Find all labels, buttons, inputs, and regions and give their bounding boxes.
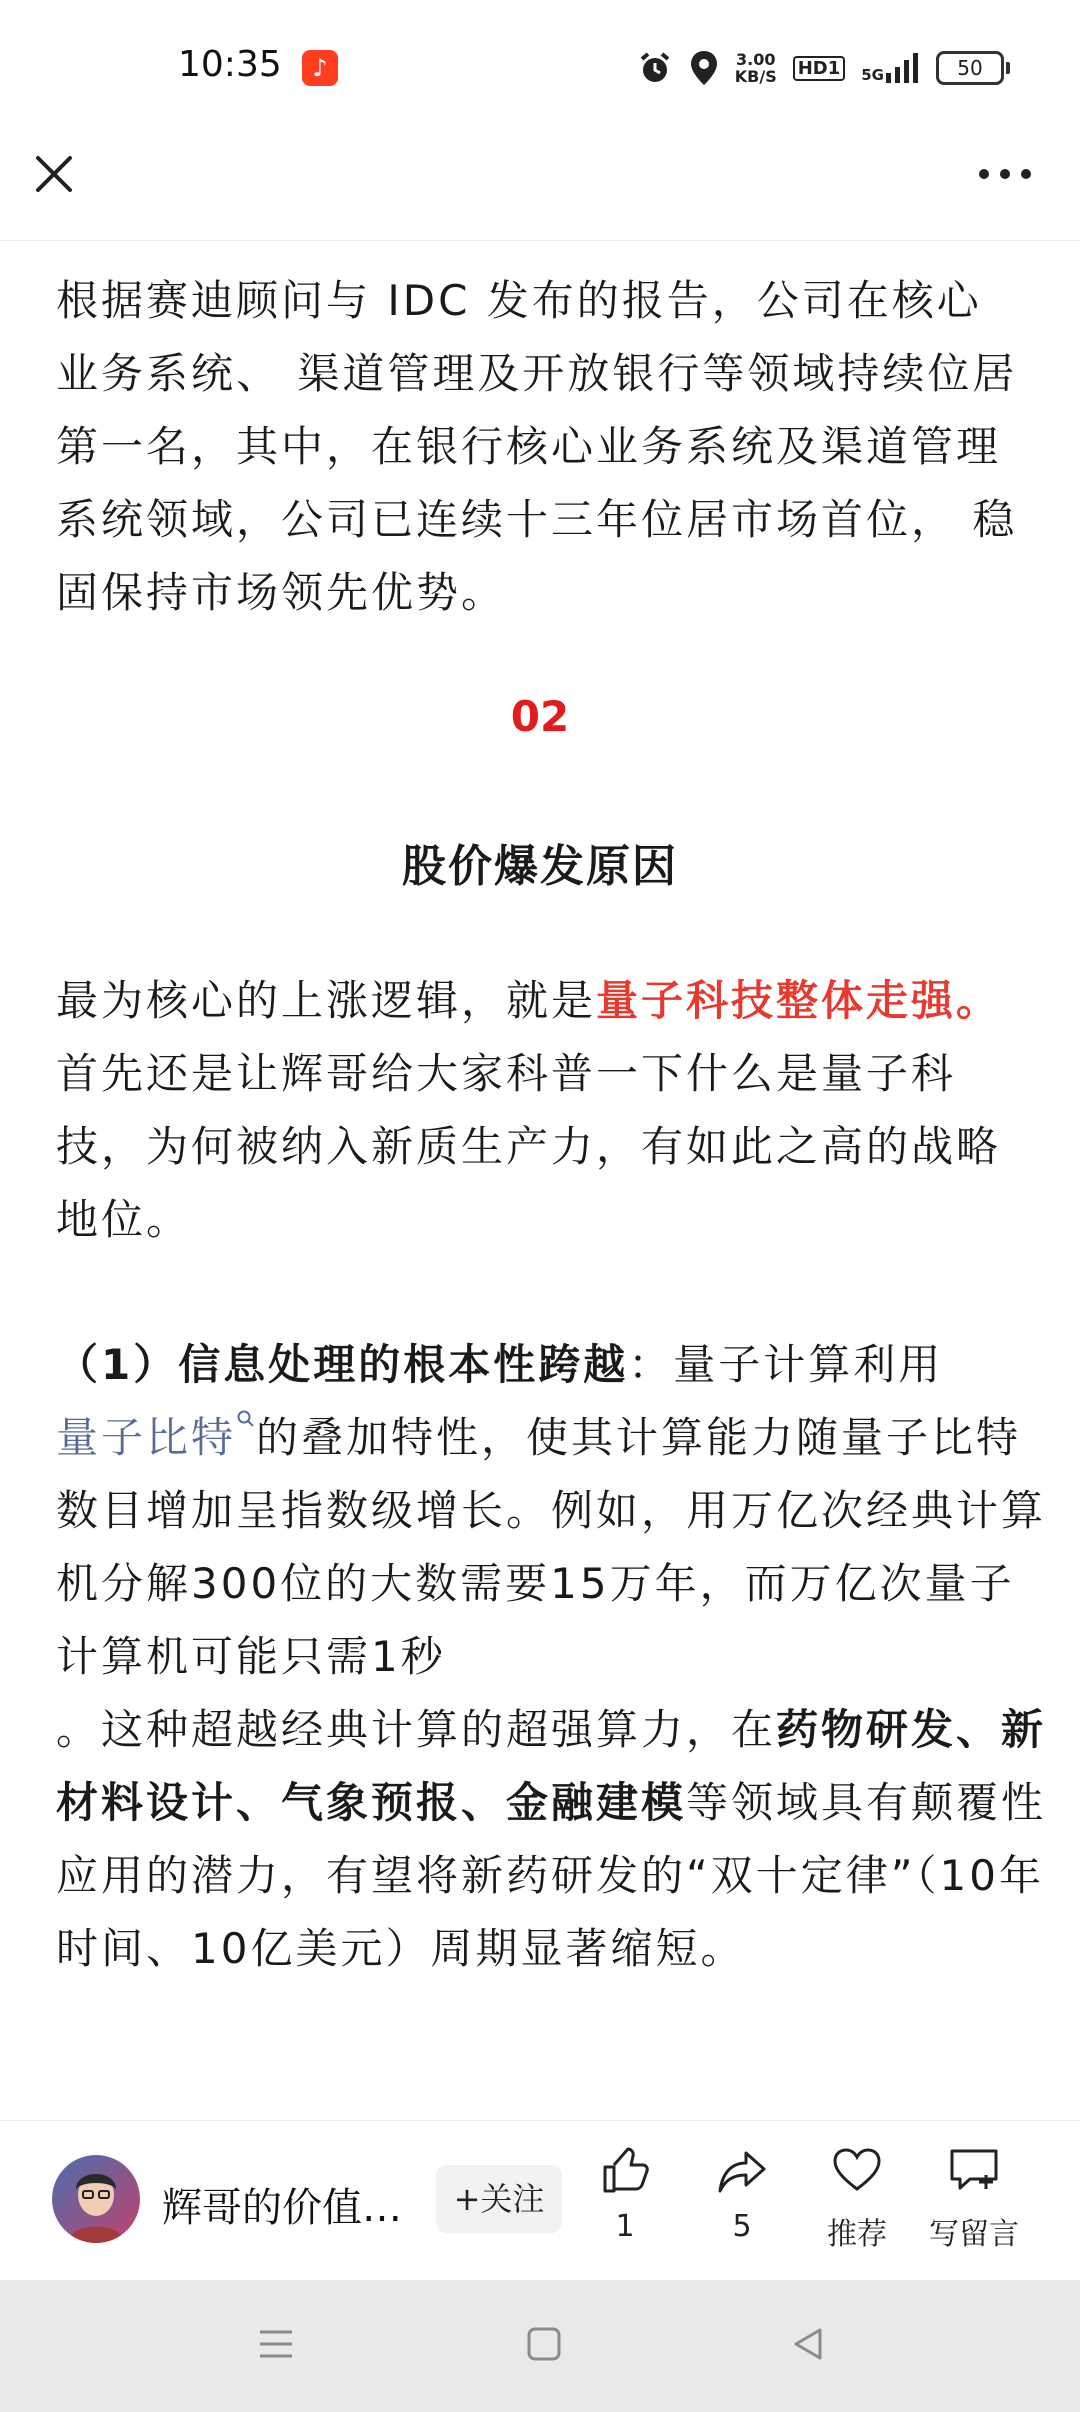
close-icon[interactable] [30, 150, 78, 198]
p3-text-3: 等领域具有颠覆性应用的潜力，有望将新药研发的“双十定律”（10年时间、10亿美元）周期显著缩短。 [56, 1778, 1047, 1973]
like-count: 1 [615, 2209, 635, 2244]
net-speed-value: 3.00 [735, 50, 776, 69]
thumbs-up-icon [599, 2145, 651, 2197]
article-paragraph-2 [56, 964, 1024, 1256]
avatar-image [52, 2155, 140, 2243]
share-count: 5 [732, 2209, 752, 2244]
net-speed-unit: KB/S [734, 67, 777, 86]
alarm-icon [637, 50, 673, 86]
article-paragraph-1: 根据赛迪顾问与 IDC 发布的报告，公司在核心业务系统、 渠道管理及开放银行等领域持续位居第一名，其中，在银行核心业务系统及渠道管理系统领域，公司已连续十三年位居市场首位， 稳固保持市场领先优势。 [56, 276, 1018, 617]
network-type: 5G [861, 66, 884, 84]
home-icon[interactable] [524, 2324, 564, 2364]
comment-label: 写留言 [929, 2217, 1019, 2252]
p3-bold-fields: 药物研发、新材料设计、气象预报、金融建模 [56, 1705, 1047, 1827]
share-icon [716, 2145, 768, 2197]
status-time: 10:35 [178, 44, 282, 85]
signal-bars-icon [886, 53, 920, 83]
comment-button[interactable] [914, 2145, 1034, 2253]
signal-icon [861, 53, 920, 83]
status-icons [637, 44, 1004, 92]
article-paragraph-3 [56, 1328, 1056, 1985]
section-number: 02 [510, 692, 570, 741]
author-name[interactable]: 辉哥的价值… [162, 2185, 402, 2231]
back-icon[interactable] [788, 2324, 828, 2364]
hd-icon: HD1 [793, 56, 846, 81]
qubit-link[interactable]: 量子比特 [56, 1413, 237, 1462]
p2-text-before: 最为核心的上涨逻辑，就是 [56, 976, 597, 1025]
battery-icon: 50 [936, 51, 1004, 85]
heart-icon [831, 2145, 883, 2197]
menu-icon[interactable] [256, 2324, 296, 2364]
avatar[interactable] [52, 2155, 140, 2243]
location-icon [689, 49, 719, 87]
recommend-label: 推荐 [827, 2217, 887, 2252]
like-button[interactable] [565, 2145, 685, 2244]
p3-colon-text: ：量子计算利用 [628, 1340, 944, 1389]
system-nav-bar [0, 2280, 1080, 2412]
status-bar [0, 0, 1080, 140]
more-icon[interactable] [978, 168, 1032, 180]
recommend-button[interactable] [797, 2145, 917, 2253]
p3-text-2: 。这种超越经典计算的超强算力，在 [56, 1705, 777, 1754]
share-button[interactable] [682, 2145, 802, 2244]
p3-text-1: 的叠加特性，使其计算能力随量子比特数目增加呈指数级增长。例如，用万亿次经典计算机分解300位的大数需要15万年，而万亿次量子计算机可能只需1秒 [56, 1413, 1047, 1681]
section-title: 股价爆发原因 [402, 841, 678, 892]
douyin-icon: ♪ [302, 50, 338, 86]
p2-highlight: 量子科技整体走强。 [596, 976, 1002, 1025]
net-speed [735, 51, 777, 85]
search-icon[interactable] [236, 1409, 256, 1429]
p2-text-after: 首先还是让辉哥给大家科普一下什么是量子科技，为何被纳入新质生产力，有如此之高的战略地位。 [56, 1049, 1002, 1244]
top-nav [0, 140, 1080, 241]
follow-button[interactable]: +关注 [436, 2165, 562, 2233]
comment-add-icon [946, 2145, 1002, 2197]
p3-heading: （1）信息处理的根本性跨越 [56, 1340, 629, 1389]
